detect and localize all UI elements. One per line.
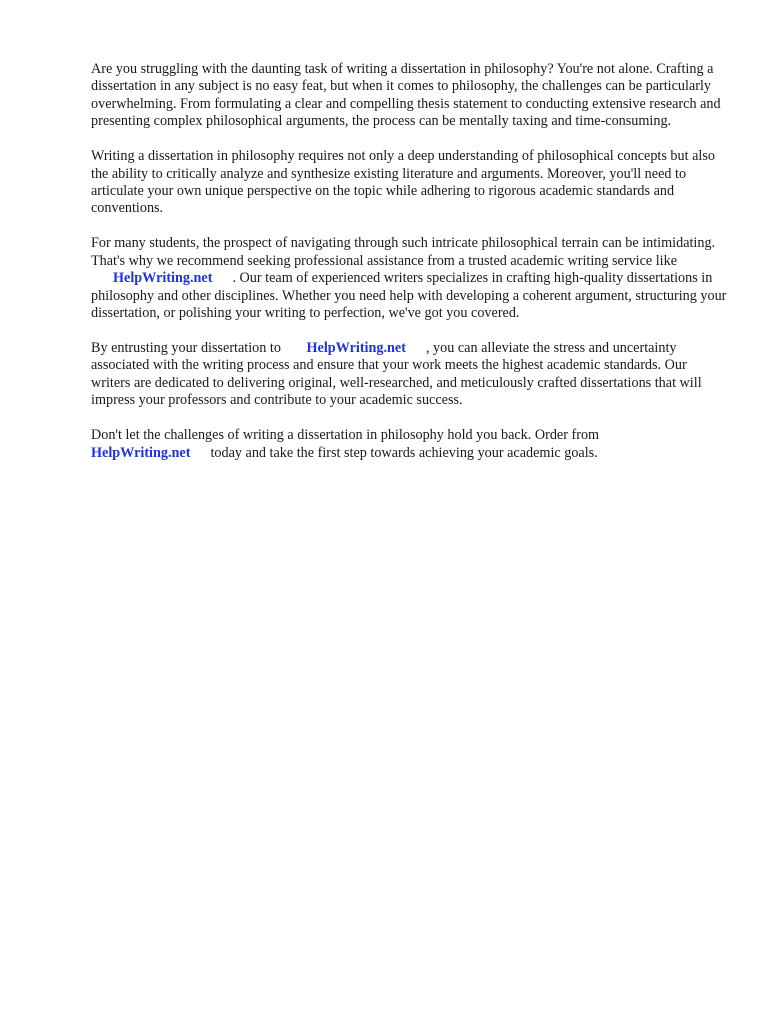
paragraph-call-to-action (91, 427, 729, 462)
paragraph-recommendation (91, 235, 729, 322)
paragraph-call-to-action-text-after: today and take the first step towards achieving your academic goals. (210, 444, 598, 461)
paragraph-intro (91, 61, 729, 131)
document-body (91, 61, 729, 480)
paragraph-entrusting-text-after: , you can alleviate the stress and uncertainty associated with the writing process and ensure that your work meets the highest academic standards. Our writers are dedicated to delivering original, well-researched, and meticulously crafted dissertations that will impress your professors and contribute to your academic success. (91, 340, 702, 409)
helpwriting-link[interactable]: HelpWriting.net (113, 270, 213, 287)
helpwriting-link[interactable]: HelpWriting.net (306, 340, 406, 357)
paragraph-entrusting (91, 340, 729, 410)
paragraph-entrusting-text-before: By entrusting your dissertation to (91, 340, 281, 357)
paragraph-intro-text: Are you struggling with the daunting task of writing a dissertation in philosophy? You're not alone. Crafting a dissertation in any subject is no easy feat, but when it comes to philosophy, the challenges can be particularly overwhelming. From formulating a clear and compelling thesis statement to conducting extensive research and presenting complex philosophical arguments, the process can be mentally taxing and time-consuming. (91, 61, 721, 130)
helpwriting-link[interactable]: HelpWriting.net (91, 444, 191, 461)
paragraph-recommendation-text-after: . Our team of experienced writers specializes in crafting high-quality dissertations in philosophy and other disciplines. Whether you need help with developing a coherent argument, structuring your dissertation, or polishing your writing to perfection, we've got you covered. (91, 270, 727, 322)
paragraph-requirements-text: Writing a dissertation in philosophy requires not only a deep understanding of philosophical concepts but also the ability to critically analyze and synthesize existing literature and arguments. Moreover, you'll need to articulate your own unique perspective on the topic while adhering to rigorous academic standards and conventions. (91, 148, 715, 217)
paragraph-recommendation-text-before: For many students, the prospect of navigating through such intricate philosophical terrain can be intimidating. That's why we recommend seeking professional assistance from a trusted academic writing service like (91, 235, 716, 269)
paragraph-requirements (91, 148, 729, 218)
paragraph-call-to-action-text-before: Don't let the challenges of writing a dissertation in philosophy hold you back. Order from (91, 427, 600, 444)
